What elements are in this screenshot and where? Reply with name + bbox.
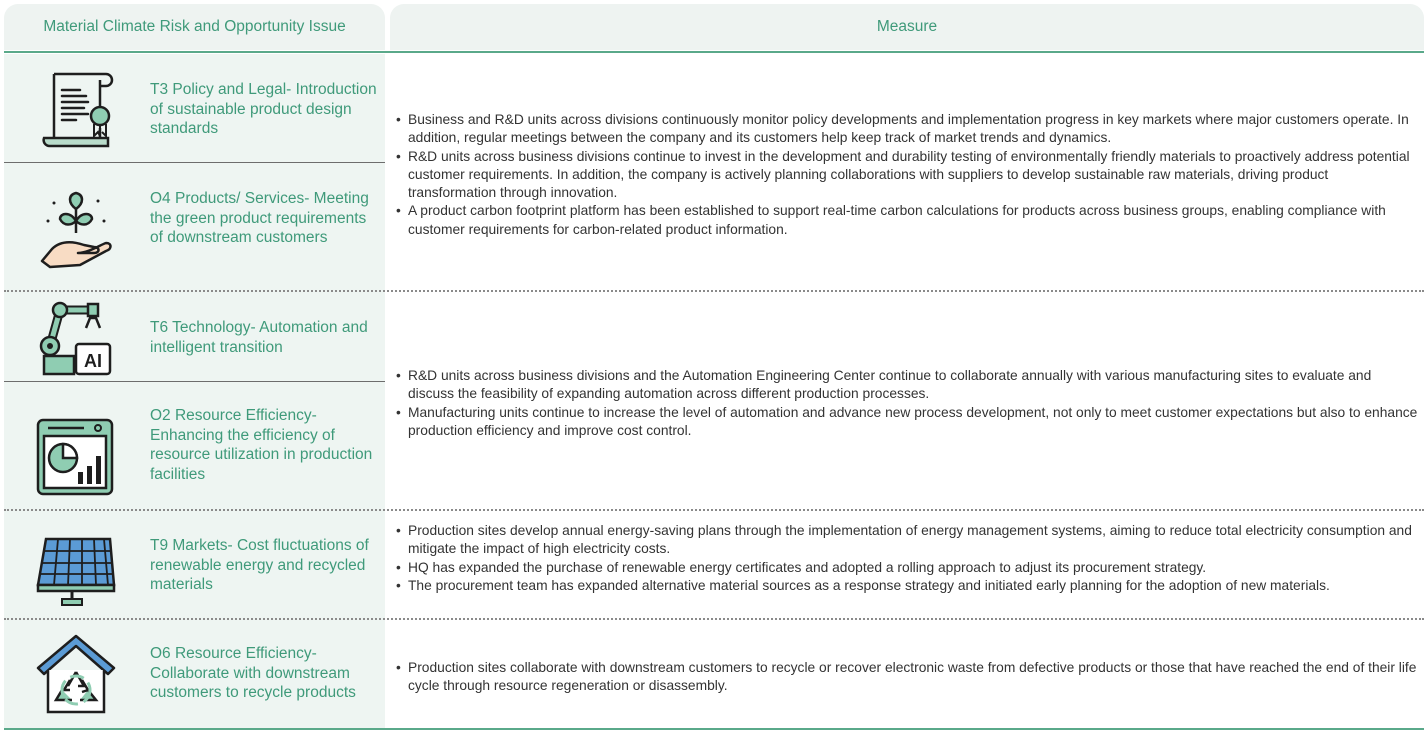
issue-row xyxy=(4,163,385,290)
analytics-dashboard-icon xyxy=(34,416,118,500)
measure-item: • A product carbon footprint platform has been established to support real-time carbon calculations for products across business groups, enabling compliance with customer requirements for carbon-related product information. xyxy=(396,202,1418,239)
measure-list xyxy=(396,111,1418,239)
measure-item: • The procurement team has expanded alternative material sources as a response strategy and initiated early planning for the adoption of new materials. xyxy=(396,577,1418,595)
issue-row xyxy=(4,292,385,381)
measure-list xyxy=(396,522,1418,595)
issue-column-header-label: Material Climate Risk and Opportunity Issue xyxy=(43,18,346,35)
issue-row xyxy=(4,620,385,728)
header-divider xyxy=(4,51,1424,53)
measure-item: • HQ has expanded the purchase of renewable energy certificates and adopted a rolling approach to adjust its procurement strategy. xyxy=(396,559,1418,577)
issue-row xyxy=(4,511,385,618)
issue-column-header xyxy=(4,4,385,50)
recycle-house-icon xyxy=(34,632,118,716)
issue-label: O4 Products/ Services- Meeting the green product requirements of downstream customers xyxy=(150,190,369,246)
policy-document-icon xyxy=(34,68,118,152)
measure-list xyxy=(396,659,1418,696)
issue-row xyxy=(4,54,385,162)
robot-arm-ai-icon xyxy=(34,296,118,380)
issue-label: T6 Technology- Automation and intelligent transition xyxy=(150,319,368,356)
measure-item: • Business and R&D units across divisions continuously monitor policy developments and implementation progress in key markets where major customers operate. In addition, regular meetings between the company and its customers help keep track of market trends and dynamics. xyxy=(396,111,1418,148)
measure-item: • Production sites collaborate with downstream customers to recycle or recover electronic waste from defective products or those that have reached the end of their life cycle through resource regeneration or disassembly. xyxy=(396,659,1418,696)
measure-item: • R&D units across business divisions continue to invest in the development and durability testing of environmentally friendly materials to proactively address potential customer requirements. In addition, the company is actively planning collaborations with suppliers to develop sustainable raw materials, driving product transformation through innovation. xyxy=(396,148,1418,203)
issue-label: T9 Markets- Cost fluctuations of renewable energy and recycled materials xyxy=(150,537,369,593)
issue-label: O6 Resource Efficiency- Collaborate with downstream customers to recycle products xyxy=(150,645,356,701)
issue-label: O2 Resource Efficiency- Enhancing the efficiency of resource utilization in production facilities xyxy=(150,407,373,483)
measure-item: • R&D units across business divisions and the Automation Engineering Center continue to collaborate annually with various manufacturing sites to evaluate and discuss the feasibility of expanding automation across different production processes. xyxy=(396,367,1418,404)
measure-column-header xyxy=(390,4,1424,50)
measure-list xyxy=(396,367,1418,440)
measure-item: • Production sites develop annual energy-saving plans through the implementation of energy management systems, aiming to reduce total electricity consumption and mitigate the impact of high electricity costs. xyxy=(396,522,1418,559)
measure-item: • Manufacturing units continue to increase the level of automation and advance new process development, not only to meet customer expectations but also to enhance production efficiency and improve cost control. xyxy=(396,404,1418,441)
issue-label: T3 Policy and Legal- Introduction of sustainable product design standards xyxy=(150,81,377,137)
measure-column-header-label: Measure xyxy=(876,18,938,35)
solar-panel-icon xyxy=(34,531,118,615)
hand-plant-icon xyxy=(34,189,118,273)
issue-row xyxy=(4,382,385,509)
table-bottom-rule xyxy=(4,728,1424,730)
svg-text:AI: AI xyxy=(84,351,102,371)
